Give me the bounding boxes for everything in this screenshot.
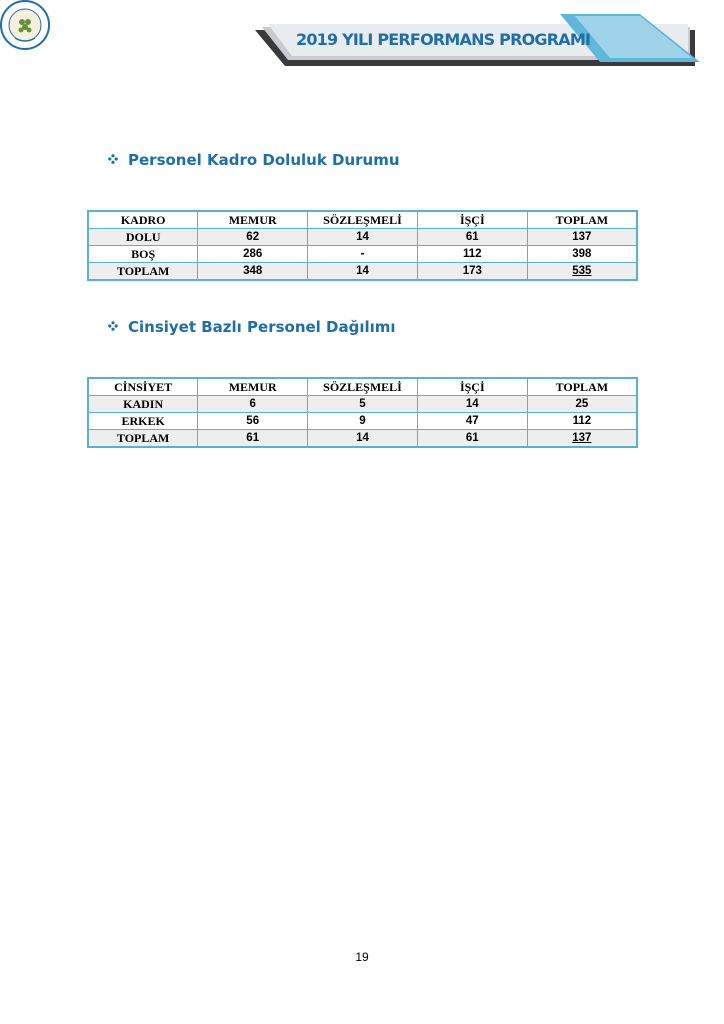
diamond-bullet-icon bbox=[108, 154, 118, 164]
column-header: SÖZLEŞMELİ bbox=[308, 378, 418, 396]
column-header: İŞÇİ bbox=[417, 378, 527, 396]
table-cell: 14 bbox=[417, 396, 527, 413]
column-header: SÖZLEŞMELİ bbox=[308, 211, 418, 229]
diamond-bullet-icon bbox=[108, 321, 118, 331]
kadro-table bbox=[87, 210, 638, 281]
section-title-text: Personel Kadro Doluluk Durumu bbox=[128, 151, 400, 169]
table-cell: 14 bbox=[308, 229, 418, 246]
table-cell: 398 bbox=[527, 246, 637, 263]
row-label: BOŞ bbox=[88, 246, 198, 263]
header-banner bbox=[0, 0, 724, 80]
column-header: TOPLAM bbox=[527, 378, 637, 396]
table-cell: 62 bbox=[198, 229, 308, 246]
municipality-seal-icon bbox=[0, 0, 50, 50]
table-cell: 9 bbox=[308, 413, 418, 430]
table-cell: 14 bbox=[308, 263, 418, 281]
table-header-row bbox=[88, 211, 637, 229]
row-label: TOPLAM bbox=[88, 263, 198, 281]
banner-title: 2019 YILI PERFORMANS PROGRAMI bbox=[296, 30, 591, 49]
column-header: KADRO bbox=[88, 211, 198, 229]
column-header: MEMUR bbox=[198, 378, 308, 396]
grand-total-cell: 535 bbox=[527, 263, 637, 281]
table-cell: 348 bbox=[198, 263, 308, 281]
row-label: TOPLAM bbox=[88, 430, 198, 448]
column-header: MEMUR bbox=[198, 211, 308, 229]
grand-total-cell: 137 bbox=[527, 430, 637, 448]
table-cell: 47 bbox=[417, 413, 527, 430]
table-cell: 61 bbox=[417, 229, 527, 246]
cinsiyet-table bbox=[87, 377, 638, 448]
table-row bbox=[88, 413, 637, 430]
table-row bbox=[88, 246, 637, 263]
table-cell: 14 bbox=[308, 430, 418, 448]
table-cell: 112 bbox=[417, 246, 527, 263]
section-title-text: Cinsiyet Bazlı Personel Dağılımı bbox=[128, 318, 396, 336]
table-cell: 5 bbox=[308, 396, 418, 413]
table-cell: 112 bbox=[527, 413, 637, 430]
table-cell: 286 bbox=[198, 246, 308, 263]
row-label: KADIN bbox=[88, 396, 198, 413]
section-title-cinsiyet bbox=[108, 318, 396, 336]
table-row bbox=[88, 229, 637, 246]
table-cell: 56 bbox=[198, 413, 308, 430]
section-title-kadro bbox=[108, 151, 400, 169]
table-cell: 173 bbox=[417, 263, 527, 281]
row-label: DOLU bbox=[88, 229, 198, 246]
column-header: CİNSİYET bbox=[88, 378, 198, 396]
table-cell: 25 bbox=[527, 396, 637, 413]
table-row-total bbox=[88, 263, 637, 281]
table-row bbox=[88, 396, 637, 413]
row-label: ERKEK bbox=[88, 413, 198, 430]
page-number: 19 bbox=[355, 950, 369, 964]
column-header: TOPLAM bbox=[527, 211, 637, 229]
table-row-total bbox=[88, 430, 637, 448]
table-cell: 6 bbox=[198, 396, 308, 413]
table-header-row bbox=[88, 378, 637, 396]
table-cell: 137 bbox=[527, 229, 637, 246]
table-cell: - bbox=[308, 246, 418, 263]
table-cell: 61 bbox=[198, 430, 308, 448]
column-header: İŞÇİ bbox=[417, 211, 527, 229]
table-cell: 61 bbox=[417, 430, 527, 448]
